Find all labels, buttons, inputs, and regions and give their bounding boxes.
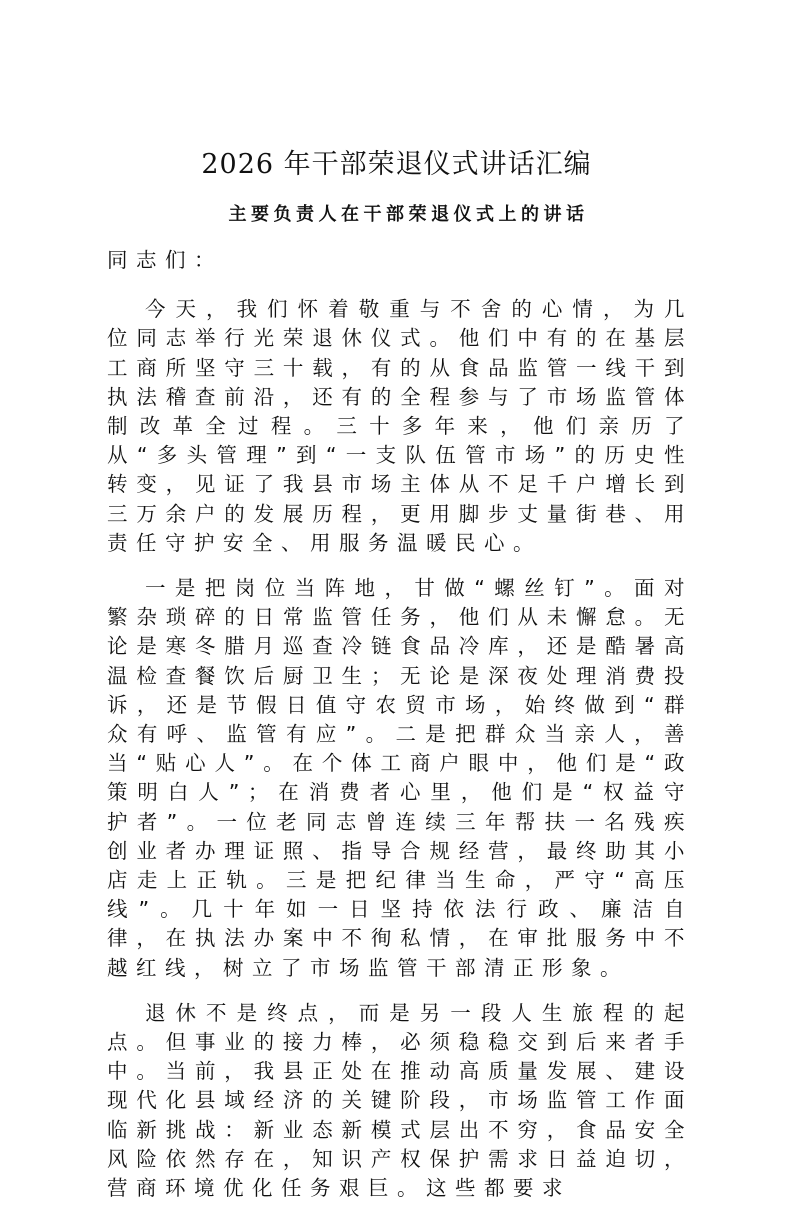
- document-title: 2026 年干部荣退仪式讲话汇编: [201, 149, 592, 180]
- paragraph-succession: 退休不是终点，而是另一段人生旅程的起点。但事业的接力棒，必须稳稳交到后来者手中。当前，我县正处在推动高质量发展、建设现代化县域经济的关键阶段，市场监管工作面临新挑战：新业态新模式层出不穷，食品安全风险依然存在，知识产权保护需求日益迫切，营商环境优化任务艰巨。这些都要求: [107, 1000, 693, 1201]
- speech-body: [107, 246, 693, 1219]
- paragraph-opening: 今天，我们怀着敬重与不舍的心情，为几位同志举行光荣退休仪式。他们中有的在基层工商所坚守三十载，有的从食品监管一线干到执法稽查前沿，还有的全程参与了市场监管体制改革全过程。三十多年来，他们亲历了从“多头管理”到“一支队伍管市场”的历史性转变，见证了我县市场主体从不足千户增长到三万余户的发展历程，更用脚步丈量街巷、用责任守护安全、用服务温暖民心。: [107, 297, 693, 555]
- salutation: 同志们：: [107, 248, 223, 272]
- speech-subtitle: 主要负责人在干部荣退仪式上的讲话: [228, 204, 589, 225]
- paragraph-achievements: 一是把岗位当阵地，甘做“螺丝钉”。面对繁杂琐碎的日常监管任务，他们从未懈怠。无论是寒冬腊月巡查冷链食品冷库，还是酷暑高温检查餐饮后厨卫生；无论是深夜处理消费投诉，还是节假日值守农贸市场，始终做到“群众有呼、监管有应”。二是把群众当亲人，善当“贴心人”。在个体工商户眼中，他们是“政策明白人”；在消费者心里，他们是“权益守护者”。一位老同志曾连续三年帮扶一名残疾创业者办理证照、指导合规经营，最终助其小店走上正轨。三是把纪律当生命，严守“高压线”。几十年如一日坚持依法行政、廉洁自律，在执法办案中不徇私情，在审批服务中不越红线，树立了市场监管干部清正形象。: [107, 576, 693, 980]
